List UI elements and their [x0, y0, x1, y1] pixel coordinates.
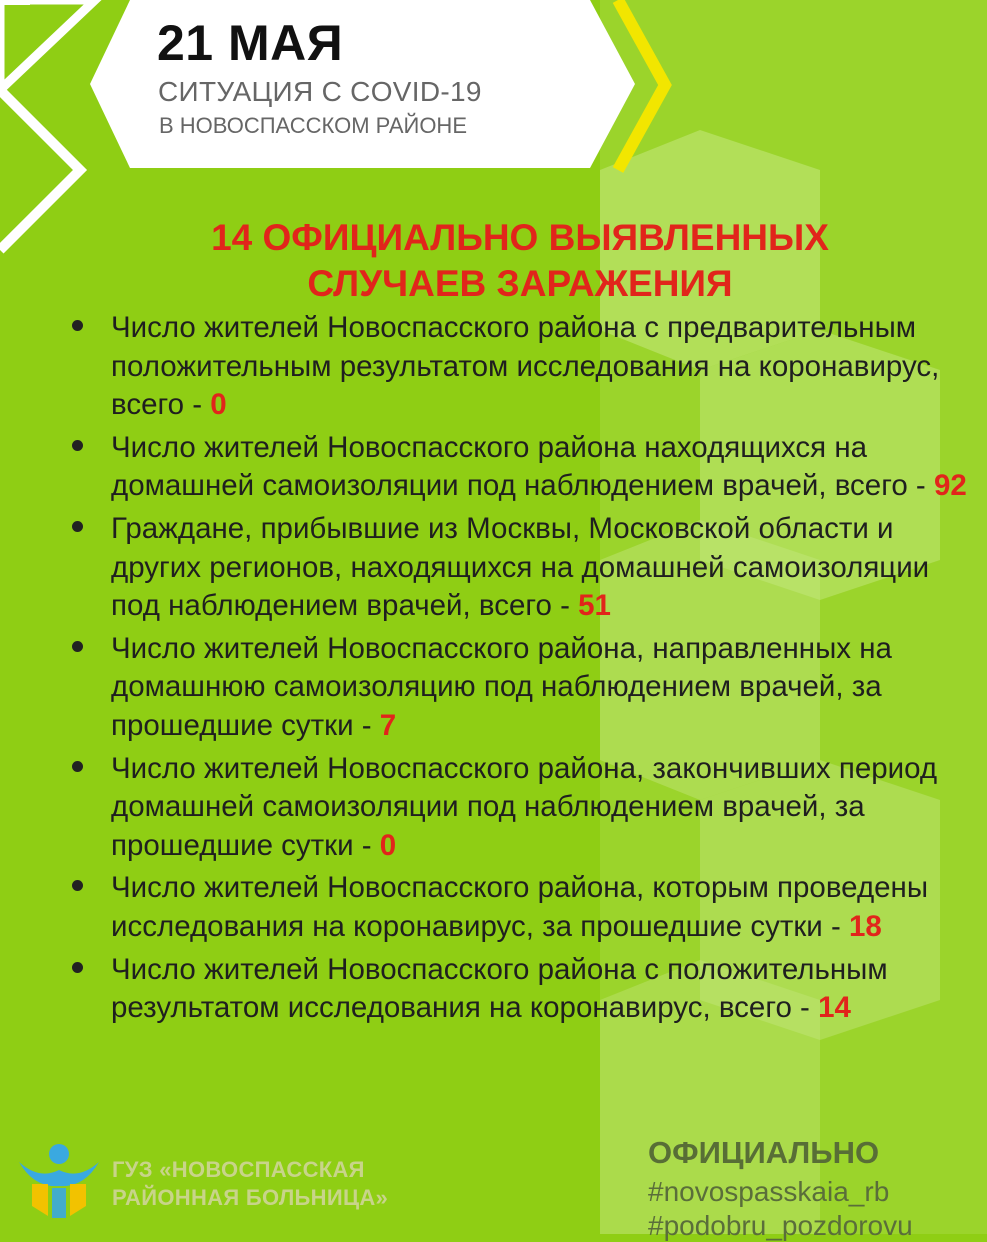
list-item	[72, 630, 972, 746]
list-item	[72, 429, 972, 506]
region-subtitle: В НОВОСПАССКОМ РАЙОНЕ	[159, 113, 467, 138]
headline-line-2: СЛУЧАЕВ ЗАРАЖЕНИЯ	[307, 263, 733, 304]
item-value: 51	[578, 589, 611, 623]
list-item	[72, 309, 972, 425]
item-value: 14	[818, 991, 851, 1025]
item-text: Число жителей Новоспасского района, направленных на домашнюю самоизоляцию под наблюдением врачей, за прошедшие сутки - 7	[111, 631, 892, 742]
headline-line-1: 14 ОФИЦИАЛЬНО ВЫЯВЛЕННЫХ	[211, 217, 829, 258]
hashtag-link[interactable]: #novospasskaia_rb	[648, 1176, 890, 1207]
item-value: 7	[379, 708, 397, 742]
official-label: ОФИЦИАЛЬНО	[648, 1135, 880, 1170]
item-value: 92	[933, 469, 967, 503]
bullet-icon	[72, 962, 83, 973]
list-item	[72, 750, 972, 866]
item-text: Число жителей Новоспасского района с положительным результатом исследования на коронавирус, всего - 14	[111, 952, 888, 1025]
header-banner	[0, 0, 987, 170]
hospital-logo-icon	[14, 1140, 104, 1220]
item-value: 18	[849, 909, 882, 943]
list-item	[72, 951, 972, 1028]
item-value: 0	[210, 388, 227, 422]
item-value: 0	[379, 828, 397, 862]
bullet-icon	[72, 641, 83, 652]
org-line-2: РАЙОННАЯ БОЛЬНИЦА»	[112, 1185, 389, 1210]
item-text: Число жителей Новоспасского района, которым проведены исследования на коронавирус, за прошедшие сутки - 18	[111, 871, 929, 943]
list-item	[72, 869, 972, 946]
subtitle: СИТУАЦИЯ С COVID-19	[158, 76, 482, 107]
bullet-icon	[72, 521, 83, 532]
bullet-icon	[72, 440, 83, 451]
bullet-icon	[72, 761, 83, 772]
item-text: Число жителей Новоспасского района, закончивших период домашней самоизоляции под наблюдением врачей, за прошедшие сутки - 0	[111, 751, 938, 862]
item-text: Граждане, прибывшие из Москвы, Московской области и других регионов, находящихся на домашней самоизоляции под наблюдением врачей, всего - 51	[111, 511, 930, 623]
item-text: Число жителей Новоспасского района с предварительным положительным результатом исследования на коронавирус, всего - 0	[111, 311, 940, 422]
bullet-icon	[72, 320, 83, 331]
organization-name	[112, 1156, 388, 1212]
org-line-1: ГУЗ «НОВОСПАССКАЯ	[112, 1157, 365, 1182]
item-text: Число жителей Новоспасского района находящихся на домашней самоизоляции под наблюдением врачей, всего - 92	[111, 430, 967, 503]
list-item	[72, 510, 972, 626]
bullet-icon	[72, 880, 83, 891]
date-title: 21 МАЯ	[157, 15, 344, 71]
stats-list	[72, 309, 972, 1032]
hashtag-link[interactable]: #podobru_pozdorovu	[648, 1210, 913, 1241]
